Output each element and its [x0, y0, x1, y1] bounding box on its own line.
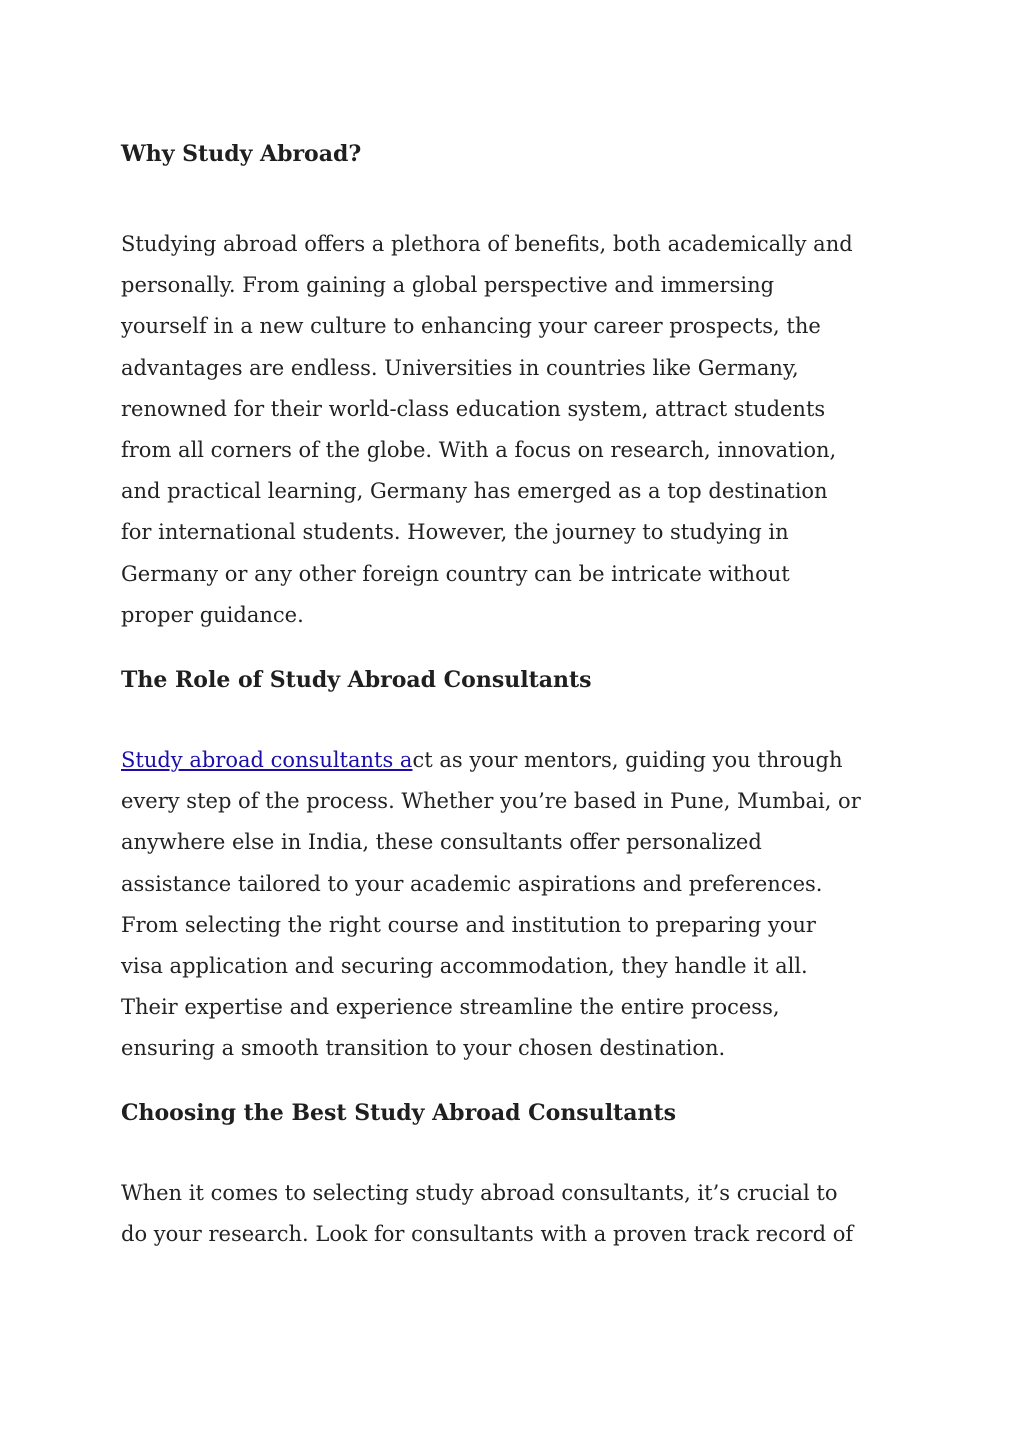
- paragraph-line: assistance tailored to your academic aspirations and preferences.: [121, 871, 823, 896]
- study-abroad-consultants-link[interactable]: Study abroad consultants a: [121, 748, 413, 772]
- paragraph-why-study-abroad: [121, 224, 911, 636]
- paragraph-line-continuation: ct as your mentors, guiding you through: [412, 748, 843, 772]
- paragraph-line: Germany or any other foreign country can be intricate without: [121, 561, 790, 586]
- section-heading-role-of-consultants: The Role of Study Abroad Consultants: [121, 667, 592, 693]
- section-heading-why-study-abroad: Why Study Abroad?: [121, 141, 362, 167]
- section-heading-choosing-consultants: Choosing the Best Study Abroad Consultants: [121, 1100, 677, 1126]
- paragraph-choosing-consultants: [121, 1173, 911, 1255]
- paragraph-line: From selecting the right course and institution to preparing your: [121, 912, 816, 937]
- paragraph-line: proper guidance.: [121, 602, 304, 627]
- paragraph-line: Studying abroad offers a plethora of benefits, both academically and: [121, 232, 853, 256]
- paragraph-role-of-consultants: [121, 740, 911, 1070]
- paragraph-line: Their expertise and experience streamline the entire process,: [121, 995, 780, 1020]
- paragraph-line: anywhere else in India, these consultants offer personalized: [121, 830, 762, 855]
- paragraph-first-line: [121, 740, 911, 781]
- paragraph-line: ensuring a smooth transition to your chosen destination.: [121, 1036, 726, 1061]
- paragraph-line: When it comes to selecting study abroad consultants, it’s crucial to: [121, 1181, 838, 1205]
- paragraph-line: personally. From gaining a global perspective and immersing: [121, 273, 775, 298]
- paragraph-line: and practical learning, Germany has emerged as a top destination: [121, 479, 828, 504]
- paragraph-line: advantages are endless. Universities in countries like Germany,: [121, 355, 799, 380]
- paragraph-line: visa application and securing accommodation, they handle it all.: [121, 954, 808, 979]
- paragraph-line: do your research. Look for consultants with a proven track record of: [121, 1222, 854, 1247]
- paragraph-line: for international students. However, the journey to studying in: [121, 520, 789, 545]
- paragraph-line: from all corners of the globe. With a focus on research, innovation,: [121, 438, 837, 463]
- paragraph-line: renowned for their world-class education system, attract students: [121, 396, 826, 421]
- paragraph-line: every step of the process. Whether you’re based in Pune, Mumbai, or: [121, 789, 861, 814]
- paragraph-line: yourself in a new culture to enhancing your career prospects, the: [121, 314, 821, 339]
